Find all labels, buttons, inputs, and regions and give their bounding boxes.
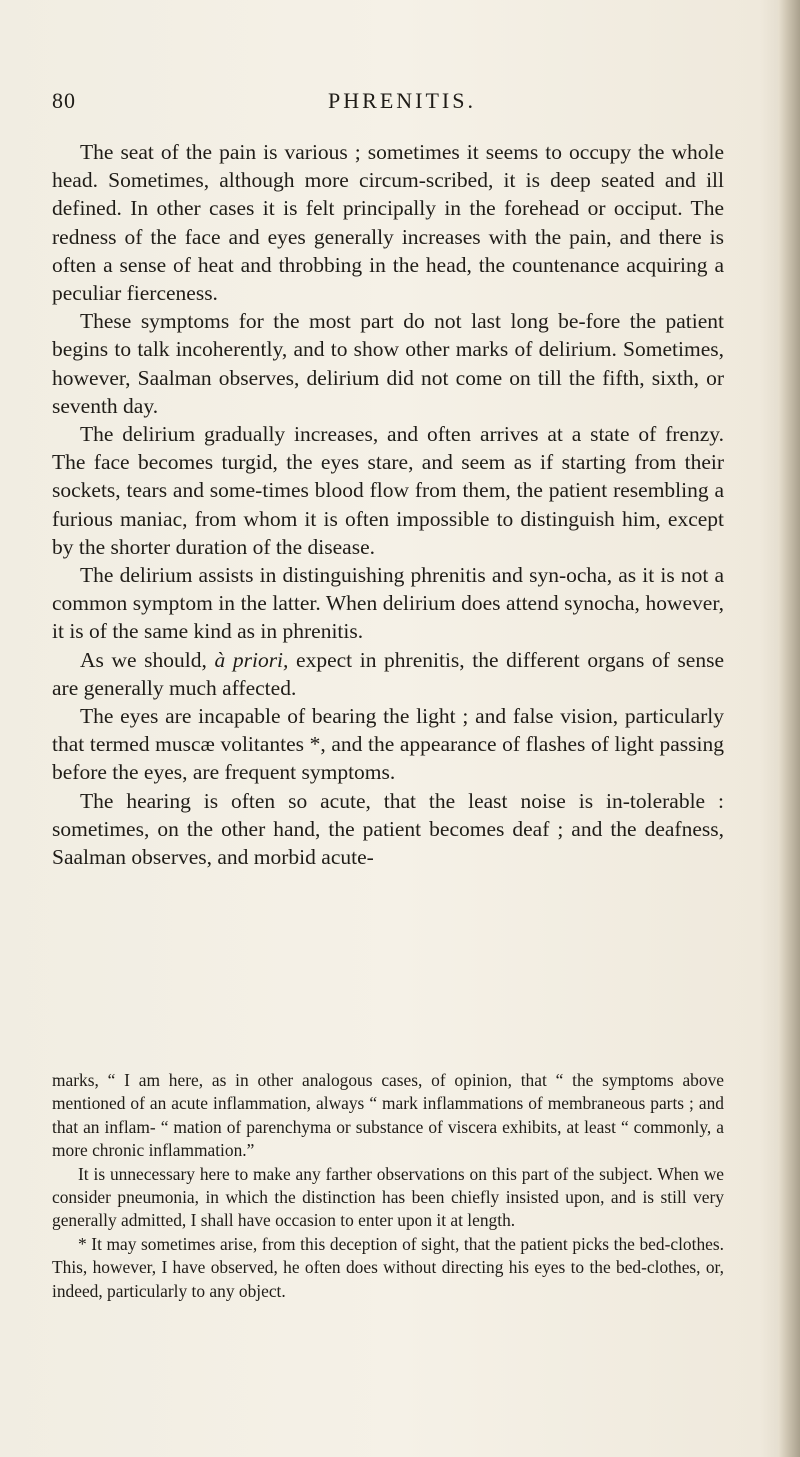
- paragraph-delirium-frenzy: The delirium gradually increases, and often arrives at a state of frenzy. The face becomes turgid, the eyes stare, and seem as if starting from their sockets, tears and some-times blood flow from them, the patient resembling a furious maniac, from whom it is often impossible to distinguish him, except by the shorter duration of the disease.: [52, 422, 724, 559]
- priori-before: As we should,: [80, 647, 215, 672]
- page-edge-shadow: [778, 0, 800, 1457]
- paragraph-organs-of-sense: [52, 646, 724, 702]
- page-number: 80: [52, 88, 76, 113]
- footnote-pneumonia: It is unnecessary here to make any farther observations on this part of the subject. When we consider pneumonia, in which the distinction has been chiefly insisted upon, and is still very generally admitted, I shall have occasion to enter upon it at length.: [52, 1163, 724, 1231]
- paragraph-eyes: The eyes are incapable of bearing the light ; and false vision, particularly that termed muscæ volitantes *, and the appearance of flashes of light passing before the eyes, are frequent symptoms.: [52, 704, 724, 785]
- footnote-bed-clothes: * It may sometimes arise, from this deception of sight, that the patient picks the bed-clothes. This, however, I have observed, he often does without directing his eyes to the bed-clothes, or, indeed, particularly to any object.: [52, 1233, 724, 1301]
- footnote-continuation: marks, “ I am here, as in other analogous cases, of opinion, that “ the symptoms above mentioned of an acute inflammation, always “ mark inflammations of membraneous parts ; and that an inflam- “ mation of parenchyma or substance of viscera exhibits, at least “ commonly, a more chronic inflammation.”: [52, 1070, 724, 1161]
- running-title: PHRENITIS.: [328, 88, 476, 113]
- paragraph-pain-seat: The seat of the pain is various ; sometimes it seems to occupy the whole head. Sometimes, although more circum-scribed, it is deep seated and ill defined. In other cases it is felt principally in the forehead or occiput. The redness of the face and eyes generally increases with the pain, and there is often a sense of heat and throbbing in the head, the countenance acquiring a peculiar fierceness.: [52, 140, 724, 306]
- paragraph-symptoms-duration: These symptoms for the most part do not last long be-fore the patient begins to talk incoherently, and to show other marks of delirium. Sometimes, however, Saalman observes, delirium did not come on till the fifth, sixth, or seventh day.: [52, 309, 724, 418]
- paragraph-synocha: The delirium assists in distinguishing phrenitis and syn-ocha, as it is not a common symptom in the latter. When delirium does attend synocha, however, it is of the same kind as in phrenitis.: [52, 563, 724, 644]
- footnotes: [52, 1069, 724, 1303]
- priori-italic: à priori,: [214, 647, 289, 672]
- paragraph-hearing: The hearing is often so acute, that the least noise is in-tolerable : sometimes, on the other hand, the patient becomes deaf ; and the deafness, Saalman observes, and morbid acute-: [52, 788, 724, 870]
- page-header: [52, 88, 752, 124]
- main-text: [52, 138, 724, 871]
- priori-after: expect in phrenitis, the different organs of sense are generally much affected.: [52, 647, 724, 700]
